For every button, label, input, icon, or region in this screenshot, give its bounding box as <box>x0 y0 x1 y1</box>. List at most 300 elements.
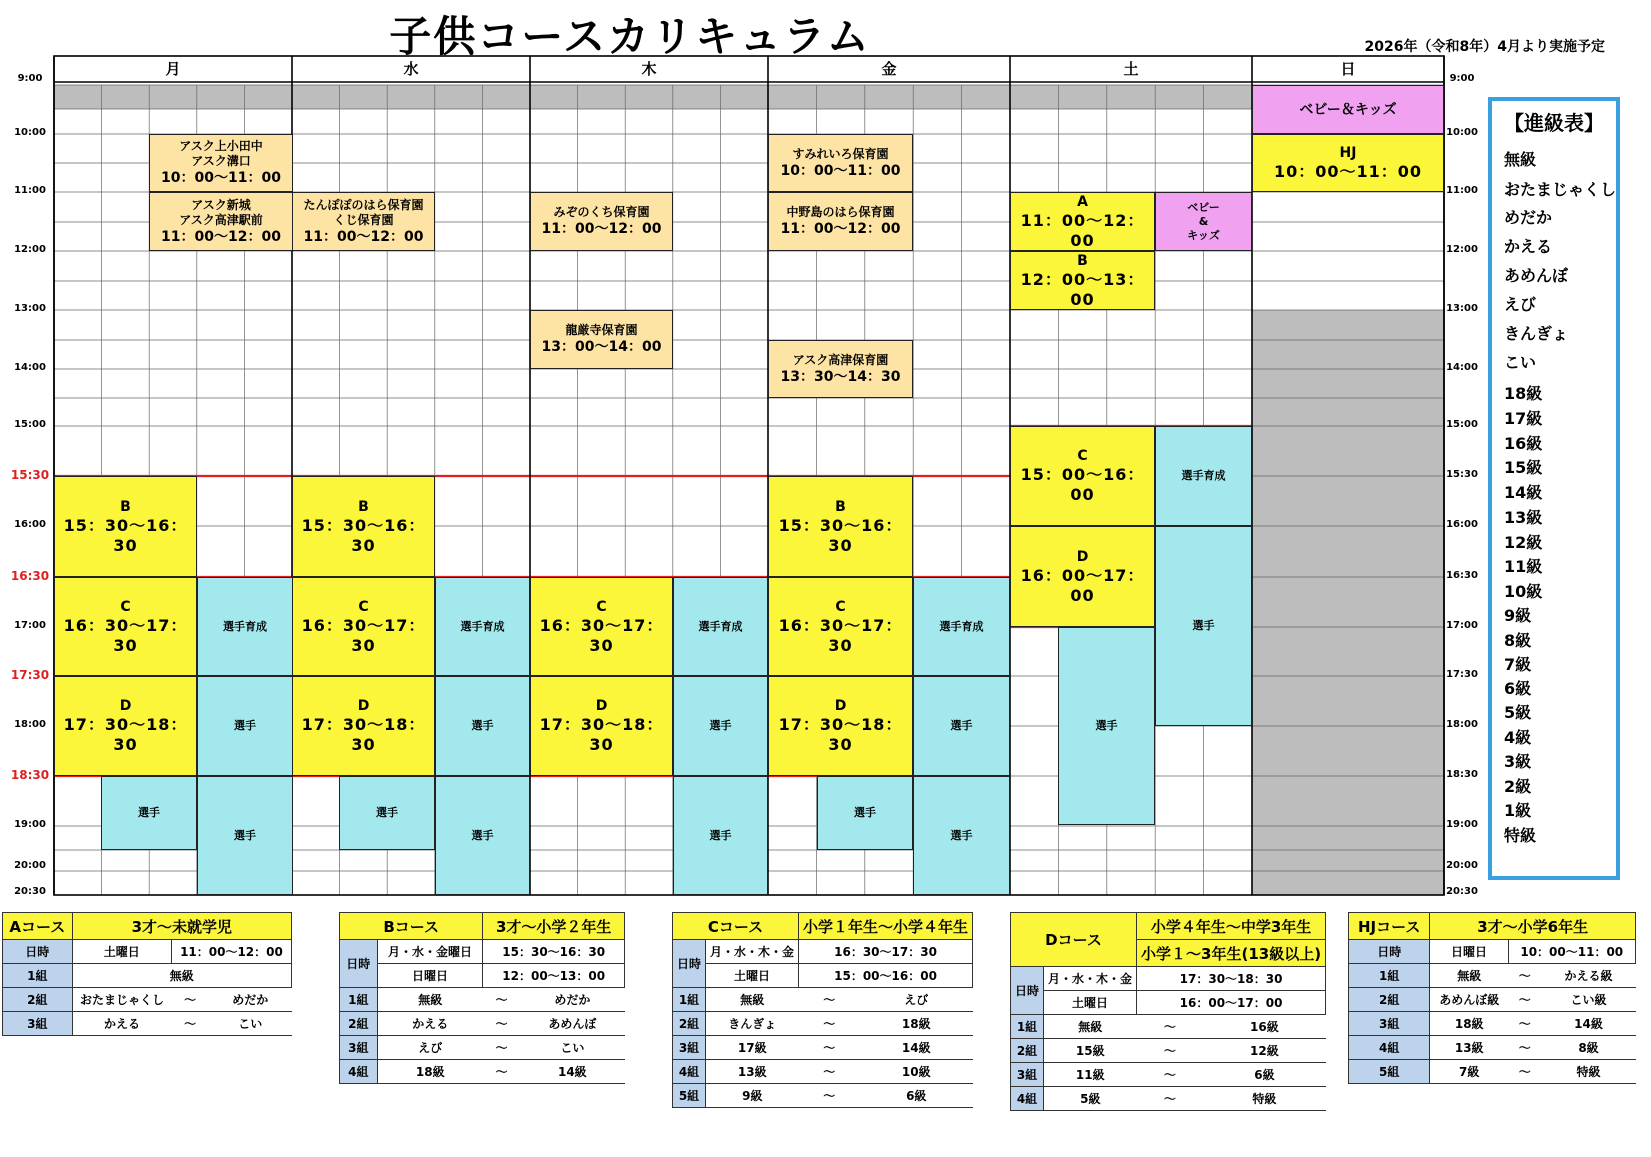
block-line: アスク上小田中 <box>179 139 263 153</box>
time-label-left: 16:30 <box>10 569 50 583</box>
schedule-day: 土曜日 <box>72 940 171 964</box>
group-to: 10級 <box>860 1060 973 1084</box>
time-label-left: 18:00 <box>14 719 46 730</box>
course-target: 小学４年生～中学3年生 <box>1137 913 1326 940</box>
day-header-sun: 日 <box>1340 60 1356 78</box>
level-item: きんぎょ <box>1504 324 1569 343</box>
time-label-left: 17:00 <box>14 620 46 631</box>
group-sep: ～ <box>799 1036 860 1060</box>
sun-course-hj <box>1252 134 1444 192</box>
row-label: 1組 <box>673 988 706 1012</box>
level-item: 4級 <box>1504 728 1532 747</box>
wed-senshu-1 <box>435 676 530 776</box>
block-label: 選手 <box>234 719 256 732</box>
level-chart-title: 【進級表】 <box>1504 111 1604 135</box>
level-item: 16級 <box>1504 434 1543 453</box>
row-label: 1組 <box>3 964 73 988</box>
group-sep: ～ <box>171 988 209 1012</box>
group-from: 18級 <box>377 1060 483 1084</box>
time-label-right: 16:30 <box>1446 570 1478 581</box>
course-time: 16：30～17：30 <box>301 615 426 655</box>
mon-senshu-2 <box>101 776 197 850</box>
course-time: 11：00～12：00 <box>1020 210 1145 250</box>
wed-course-d <box>292 676 435 776</box>
start-date-note: 2026年（令和8年）4月より実施予定 <box>1364 39 1605 55</box>
level-item: 無級 <box>1504 150 1537 169</box>
course-time: 15：00～16：00 <box>1020 465 1145 504</box>
group-sep: ～ <box>799 1060 860 1084</box>
row-label: 2組 <box>340 1012 378 1036</box>
group-from: 無級 <box>377 988 483 1012</box>
course-a-table <box>2 912 292 1036</box>
mon-course-b <box>54 476 197 577</box>
row-label: 日時 <box>340 940 378 988</box>
group-from: おたまじゃくし <box>72 988 171 1012</box>
course-letter: C <box>596 598 607 615</box>
course-letter: C <box>358 598 369 615</box>
row-label: 日時 <box>1011 967 1044 1015</box>
wed-senshu-ikusei <box>435 577 530 676</box>
group-to: 6級 <box>860 1084 973 1108</box>
course-target: 3才～小学6年生 <box>1430 913 1636 940</box>
level-item: こい <box>1504 353 1537 372</box>
thu-nursery-block-1 <box>530 192 673 251</box>
block-label: 選手育成 <box>460 619 505 633</box>
row-label: 1組 <box>340 988 378 1012</box>
group-from: あめんぼ級 <box>1430 988 1508 1012</box>
course-time: 12：00～13：00 <box>1020 269 1145 309</box>
fri-nursery-block-2 <box>768 192 913 251</box>
day-header-wed: 水 <box>403 60 419 78</box>
block-label: 選手 <box>1095 719 1118 732</box>
group-to: こい級 <box>1542 988 1636 1012</box>
group-sep: ～ <box>1137 1087 1204 1111</box>
block-label: 選手 <box>234 828 256 842</box>
row-label: 2組 <box>3 988 73 1012</box>
time-label-right: 11:00 <box>1446 185 1478 196</box>
level-item: 12級 <box>1504 533 1543 552</box>
time-label-left: 10:00 <box>14 127 46 138</box>
block-label: 選手 <box>138 806 160 819</box>
level-item: 1級 <box>1504 801 1532 820</box>
time-label-right: 17:00 <box>1446 620 1478 631</box>
group-sep: ～ <box>1137 1039 1204 1063</box>
course-time: 15：30～16：30 <box>778 515 903 555</box>
block-line: みぞのくち保育園 <box>553 205 650 219</box>
course-time: 16：30～17：30 <box>778 615 903 655</box>
block-label: 選手 <box>709 719 732 732</box>
thu-senshu-2 <box>673 776 768 895</box>
row-label: 日時 <box>3 940 73 964</box>
block-time: 13：00～14：00 <box>541 339 662 355</box>
day-header-thu: 木 <box>641 60 657 78</box>
block-label: 選手 <box>471 828 494 842</box>
day-header-mon: 月 <box>165 60 181 78</box>
course-letter: HJ <box>1339 145 1357 161</box>
row-label: 4組 <box>1349 1036 1430 1060</box>
level-item: 10級 <box>1504 582 1543 601</box>
row-label: 5組 <box>673 1084 706 1108</box>
course-time: 17：30～18：30 <box>63 715 188 754</box>
group-sep: ～ <box>1508 1012 1542 1036</box>
group-sep: ～ <box>799 1012 860 1036</box>
sun-baby-kids <box>1252 85 1444 134</box>
block-label: 選手 <box>950 719 973 732</box>
group-from: きんぎょ <box>706 1012 799 1036</box>
block-label: ベビー＆キッズ <box>1299 101 1397 118</box>
sat-course-d <box>1010 526 1155 627</box>
fri-course-c <box>768 577 913 676</box>
course-letter: D <box>357 698 370 714</box>
time-label-left: 13:00 <box>14 303 46 314</box>
block-label: 選手 <box>709 828 732 842</box>
level-item: 2級 <box>1504 777 1532 796</box>
group-from: 15級 <box>1044 1039 1137 1063</box>
fri-nursery-block-1 <box>768 134 913 192</box>
group-from: 無級 <box>706 988 799 1012</box>
schedule-time: 16：30～17：30 <box>799 940 973 964</box>
group-sep: ～ <box>171 1012 209 1036</box>
group-sep: ～ <box>799 1084 860 1108</box>
level-item: 15級 <box>1504 458 1543 477</box>
mon-course-d <box>54 676 197 776</box>
mon-nursery-block-1 <box>149 134 293 192</box>
wed-nursery-block <box>292 192 435 251</box>
level-item: 13級 <box>1504 508 1543 527</box>
level-item: 7級 <box>1504 655 1532 674</box>
level-item: 特級 <box>1504 826 1537 845</box>
group-range: 無級 <box>72 964 291 988</box>
level-item: 8級 <box>1504 631 1532 650</box>
group-to: こい <box>520 1036 624 1060</box>
course-name: HJコース <box>1349 913 1430 940</box>
group-from: 11級 <box>1044 1063 1137 1087</box>
course-target: 3才～未就学児 <box>72 913 291 940</box>
level-item: 6級 <box>1504 679 1532 698</box>
time-label-right: 18:30 <box>1446 769 1478 780</box>
course-time: 17：30～18：30 <box>301 715 426 754</box>
level-item: かえる <box>1504 237 1553 256</box>
thu-senshu-1 <box>673 676 768 776</box>
mon-senshu-ikusei <box>197 577 293 676</box>
schedule-day: 月・水・木・金 <box>1044 967 1137 991</box>
group-to: めだか <box>520 988 624 1012</box>
group-sep: ～ <box>1508 988 1542 1012</box>
page-title: 子供コースカリキュラム <box>389 12 871 61</box>
group-from: 5級 <box>1044 1087 1137 1111</box>
time-label-left: 16:00 <box>14 519 46 530</box>
block-time: 10：00～11：00 <box>161 170 281 186</box>
time-label-right: 10:00 <box>1446 127 1478 138</box>
course-name: Cコース <box>673 913 799 940</box>
group-sep: ～ <box>1508 964 1542 988</box>
course-letter: C <box>120 598 131 615</box>
course-target: 3才～小学２年生 <box>483 913 625 940</box>
fri-senshu-ikusei <box>913 577 1010 676</box>
course-letter: D <box>119 698 132 714</box>
time-label-right: 15:00 <box>1446 419 1478 430</box>
course-letter: D <box>1076 548 1089 565</box>
course-time: 16：30～17：30 <box>63 615 188 655</box>
group-to: 14級 <box>860 1036 973 1060</box>
block-line: ベビー <box>1187 200 1220 214</box>
block-time: 11：00～12：00 <box>541 221 662 237</box>
schedule-time: 15：00～16：00 <box>799 964 973 988</box>
course-name: Aコース <box>3 913 73 940</box>
block-label: 選手 <box>950 828 973 842</box>
course-time: 10：00～11：00 <box>1273 162 1423 181</box>
course-name: Dコース <box>1011 913 1137 967</box>
time-label-left: 20:30 <box>14 886 46 897</box>
schedule-day: 月・水・金曜日 <box>377 940 483 964</box>
course-time: 15：30～16：30 <box>301 515 426 555</box>
block-line: たんぽぽのはら保育園 <box>303 197 424 212</box>
sat-course-c <box>1010 426 1155 526</box>
block-line: キッズ <box>1187 228 1220 242</box>
row-label: 5組 <box>1349 1060 1430 1084</box>
fri-nursery-block-3 <box>768 340 913 398</box>
wed-course-c <box>292 577 435 676</box>
row-label: 1組 <box>1011 1015 1044 1039</box>
group-to: こい <box>209 1012 292 1036</box>
course-letter: C <box>1077 448 1088 464</box>
wed-course-b <box>292 476 435 577</box>
level-item: あめんぼ <box>1504 266 1569 285</box>
time-label-left: 12:00 <box>14 244 46 255</box>
time-label-right: 20:30 <box>1446 886 1478 897</box>
group-sep: ～ <box>483 1036 520 1060</box>
row-label: 4組 <box>340 1060 378 1084</box>
group-sep: ～ <box>1508 1060 1542 1084</box>
group-sep: ～ <box>483 1060 520 1084</box>
schedule-time: 11：00～12：00 <box>171 940 291 964</box>
wed-senshu-2 <box>339 776 435 850</box>
block-time: 10：00～11：00 <box>780 162 901 179</box>
level-item: おたまじゃくし <box>1504 180 1617 199</box>
time-label-left: 15:00 <box>14 419 46 430</box>
time-label-left: 14:00 <box>14 362 46 373</box>
group-to: 14級 <box>1542 1012 1636 1036</box>
fri-course-b <box>768 476 913 577</box>
level-item: めだか <box>1504 208 1553 227</box>
course-time: 17：30～18：30 <box>778 715 903 754</box>
block-label: 選手 <box>1192 619 1215 632</box>
course-c-table <box>672 912 973 1108</box>
thu-course-c <box>530 577 673 676</box>
row-label: 2組 <box>1011 1039 1044 1063</box>
group-from: 無級 <box>1044 1015 1137 1039</box>
schedule-time: 17：30～18：30 <box>1137 967 1326 991</box>
time-label-left: 9:00 <box>17 73 43 84</box>
time-label-right: 17:30 <box>1446 669 1478 680</box>
group-from: 13級 <box>706 1060 799 1084</box>
time-label-right: 19:00 <box>1446 819 1478 830</box>
mon-senshu-3 <box>197 776 293 895</box>
level-item: えび <box>1504 295 1537 314</box>
block-line: アスク高津駅前 <box>179 212 263 227</box>
time-label-right: 15:30 <box>1446 469 1478 480</box>
group-sep: ～ <box>1137 1063 1204 1087</box>
course-letter: C <box>835 598 846 615</box>
course-time: 16：30～17：30 <box>539 615 664 655</box>
course-hj-table <box>1348 912 1636 1084</box>
course-name: Bコース <box>340 913 483 940</box>
course-target: 小学１～3年生(13級以上) <box>1137 940 1326 967</box>
time-label-right: 14:00 <box>1446 362 1478 373</box>
sat-senshu-1 <box>1155 526 1252 726</box>
course-letter: D <box>595 698 608 714</box>
block-line: 中野島のはら保育園 <box>786 205 895 219</box>
course-letter: B <box>1077 252 1088 269</box>
time-label-right: 16:00 <box>1446 519 1478 530</box>
block-line: アスク新城 <box>191 197 251 212</box>
row-label: 4組 <box>1011 1087 1044 1111</box>
block-label: 選手育成 <box>698 619 743 633</box>
level-item: 17級 <box>1504 409 1543 428</box>
schedule-time: 15：30～16：30 <box>483 940 625 964</box>
block-line: & <box>1198 214 1209 228</box>
sat-senshu-2 <box>1058 627 1155 825</box>
time-label-right: 18:00 <box>1446 719 1478 730</box>
time-label-left: 20:00 <box>14 860 46 871</box>
sat-course-b <box>1010 251 1155 310</box>
group-sep: ～ <box>483 988 520 1012</box>
block-label: 選手育成 <box>939 619 984 633</box>
course-b-table <box>339 912 625 1084</box>
day-header-fri: 金 <box>881 60 897 78</box>
group-from: 13級 <box>1430 1036 1508 1060</box>
block-label: 選手育成 <box>223 619 267 633</box>
sat-senshu-ikusei <box>1155 426 1252 526</box>
mon-nursery-block-2 <box>149 192 293 251</box>
mon-course-c <box>54 577 197 676</box>
row-label: 日時 <box>673 940 706 988</box>
group-to: 特級 <box>1203 1087 1325 1111</box>
wed-senshu-3 <box>435 776 530 895</box>
group-sep: ～ <box>1137 1015 1204 1039</box>
fri-course-d <box>768 676 913 776</box>
group-from: かえる <box>72 1012 171 1036</box>
group-from: 9級 <box>706 1084 799 1108</box>
course-letter: D <box>834 698 847 714</box>
group-to: 18級 <box>860 1012 973 1036</box>
course-letter: B <box>358 498 369 515</box>
block-line: アスク溝口 <box>191 154 251 168</box>
course-target: 小学１年生～小学４年生 <box>799 913 973 940</box>
course-letter: A <box>1077 193 1088 210</box>
row-label: 3組 <box>673 1036 706 1060</box>
block-time: 13：30～14：30 <box>780 368 901 385</box>
schedule-day: 土曜日 <box>706 964 799 988</box>
time-label-left: 17:30 <box>10 668 50 682</box>
block-time: 11：00～12：00 <box>303 228 424 245</box>
level-item: 3級 <box>1504 752 1532 771</box>
course-time: 17：30～18：30 <box>539 715 664 754</box>
course-time: 15：30～16：30 <box>63 515 188 555</box>
group-from: 7級 <box>1430 1060 1508 1084</box>
block-line: くじ保育園 <box>333 212 394 227</box>
group-sep: ～ <box>1508 1036 1542 1060</box>
block-label: 選手 <box>471 719 494 732</box>
fri-senshu-2 <box>817 776 913 850</box>
sat-baby-kids <box>1155 192 1252 251</box>
time-label-right: 20:00 <box>1446 860 1478 871</box>
course-letter: B <box>835 498 846 515</box>
level-item: 11級 <box>1504 557 1543 576</box>
thu-course-d <box>530 676 673 776</box>
block-label: 選手育成 <box>1181 469 1226 482</box>
group-from: えび <box>377 1036 483 1060</box>
day-header-sat: 土 <box>1123 60 1139 78</box>
level-item: 18級 <box>1504 384 1543 403</box>
row-label: 3組 <box>3 1012 73 1036</box>
fri-senshu-1 <box>913 676 1010 776</box>
schedule-day: 土曜日 <box>1044 991 1137 1015</box>
block-time: 11：00～12：00 <box>780 221 901 237</box>
group-to: えび <box>860 988 973 1012</box>
time-label-right: 12:00 <box>1446 244 1478 255</box>
group-to: 特級 <box>1542 1060 1636 1084</box>
level-chart <box>1488 97 1620 880</box>
group-to: 12級 <box>1203 1039 1325 1063</box>
thu-nursery-block-2 <box>530 310 673 369</box>
group-to: 16級 <box>1203 1015 1325 1039</box>
level-item: 5級 <box>1504 703 1532 722</box>
time-label-left: 19:00 <box>14 819 46 830</box>
group-sep: ～ <box>483 1012 520 1036</box>
block-label: 選手 <box>854 806 876 819</box>
time-label-right: 13:00 <box>1446 303 1478 314</box>
block-label: 選手 <box>376 806 398 819</box>
thu-senshu-ikusei <box>673 577 768 676</box>
level-item: 14級 <box>1504 483 1543 502</box>
schedule-day: 月・水・木・金 <box>706 940 799 964</box>
group-from: 18級 <box>1430 1012 1508 1036</box>
row-label: 1組 <box>1349 964 1430 988</box>
time-label-left: 15:30 <box>10 468 50 482</box>
schedule-time: 16：00～17：00 <box>1137 991 1326 1015</box>
schedule-day: 日曜日 <box>1430 940 1508 964</box>
row-label: 2組 <box>673 1012 706 1036</box>
row-label: 日時 <box>1349 940 1430 964</box>
mon-senshu-1 <box>197 676 293 776</box>
block-line: 龍厳寺保育園 <box>565 323 638 337</box>
group-to: 8級 <box>1542 1036 1636 1060</box>
row-label: 3組 <box>1011 1063 1044 1087</box>
group-to: あめんぼ <box>520 1012 624 1036</box>
row-label: 2組 <box>1349 988 1430 1012</box>
row-label: 3組 <box>1349 1012 1430 1036</box>
time-label-left: 18:30 <box>10 768 50 782</box>
group-from: 無級 <box>1430 964 1508 988</box>
group-from: 17級 <box>706 1036 799 1060</box>
group-to: 6級 <box>1203 1063 1325 1087</box>
course-letter: B <box>120 498 131 515</box>
time-label-right: 9:00 <box>1449 73 1475 84</box>
group-sep: ～ <box>799 988 860 1012</box>
row-label: 4組 <box>673 1060 706 1084</box>
row-label: 3組 <box>340 1036 378 1060</box>
group-to: めだか <box>209 988 292 1012</box>
block-line: すみれいろ保育園 <box>792 146 889 161</box>
block-line: アスク高津保育園 <box>792 352 889 367</box>
group-to: かえる級 <box>1542 964 1636 988</box>
sat-course-a <box>1010 192 1155 251</box>
time-label-left: 11:00 <box>14 185 46 196</box>
group-from: かえる <box>377 1012 483 1036</box>
schedule-time: 10：00～11：00 <box>1508 940 1636 964</box>
block-time: 11：00～12：00 <box>161 228 281 245</box>
